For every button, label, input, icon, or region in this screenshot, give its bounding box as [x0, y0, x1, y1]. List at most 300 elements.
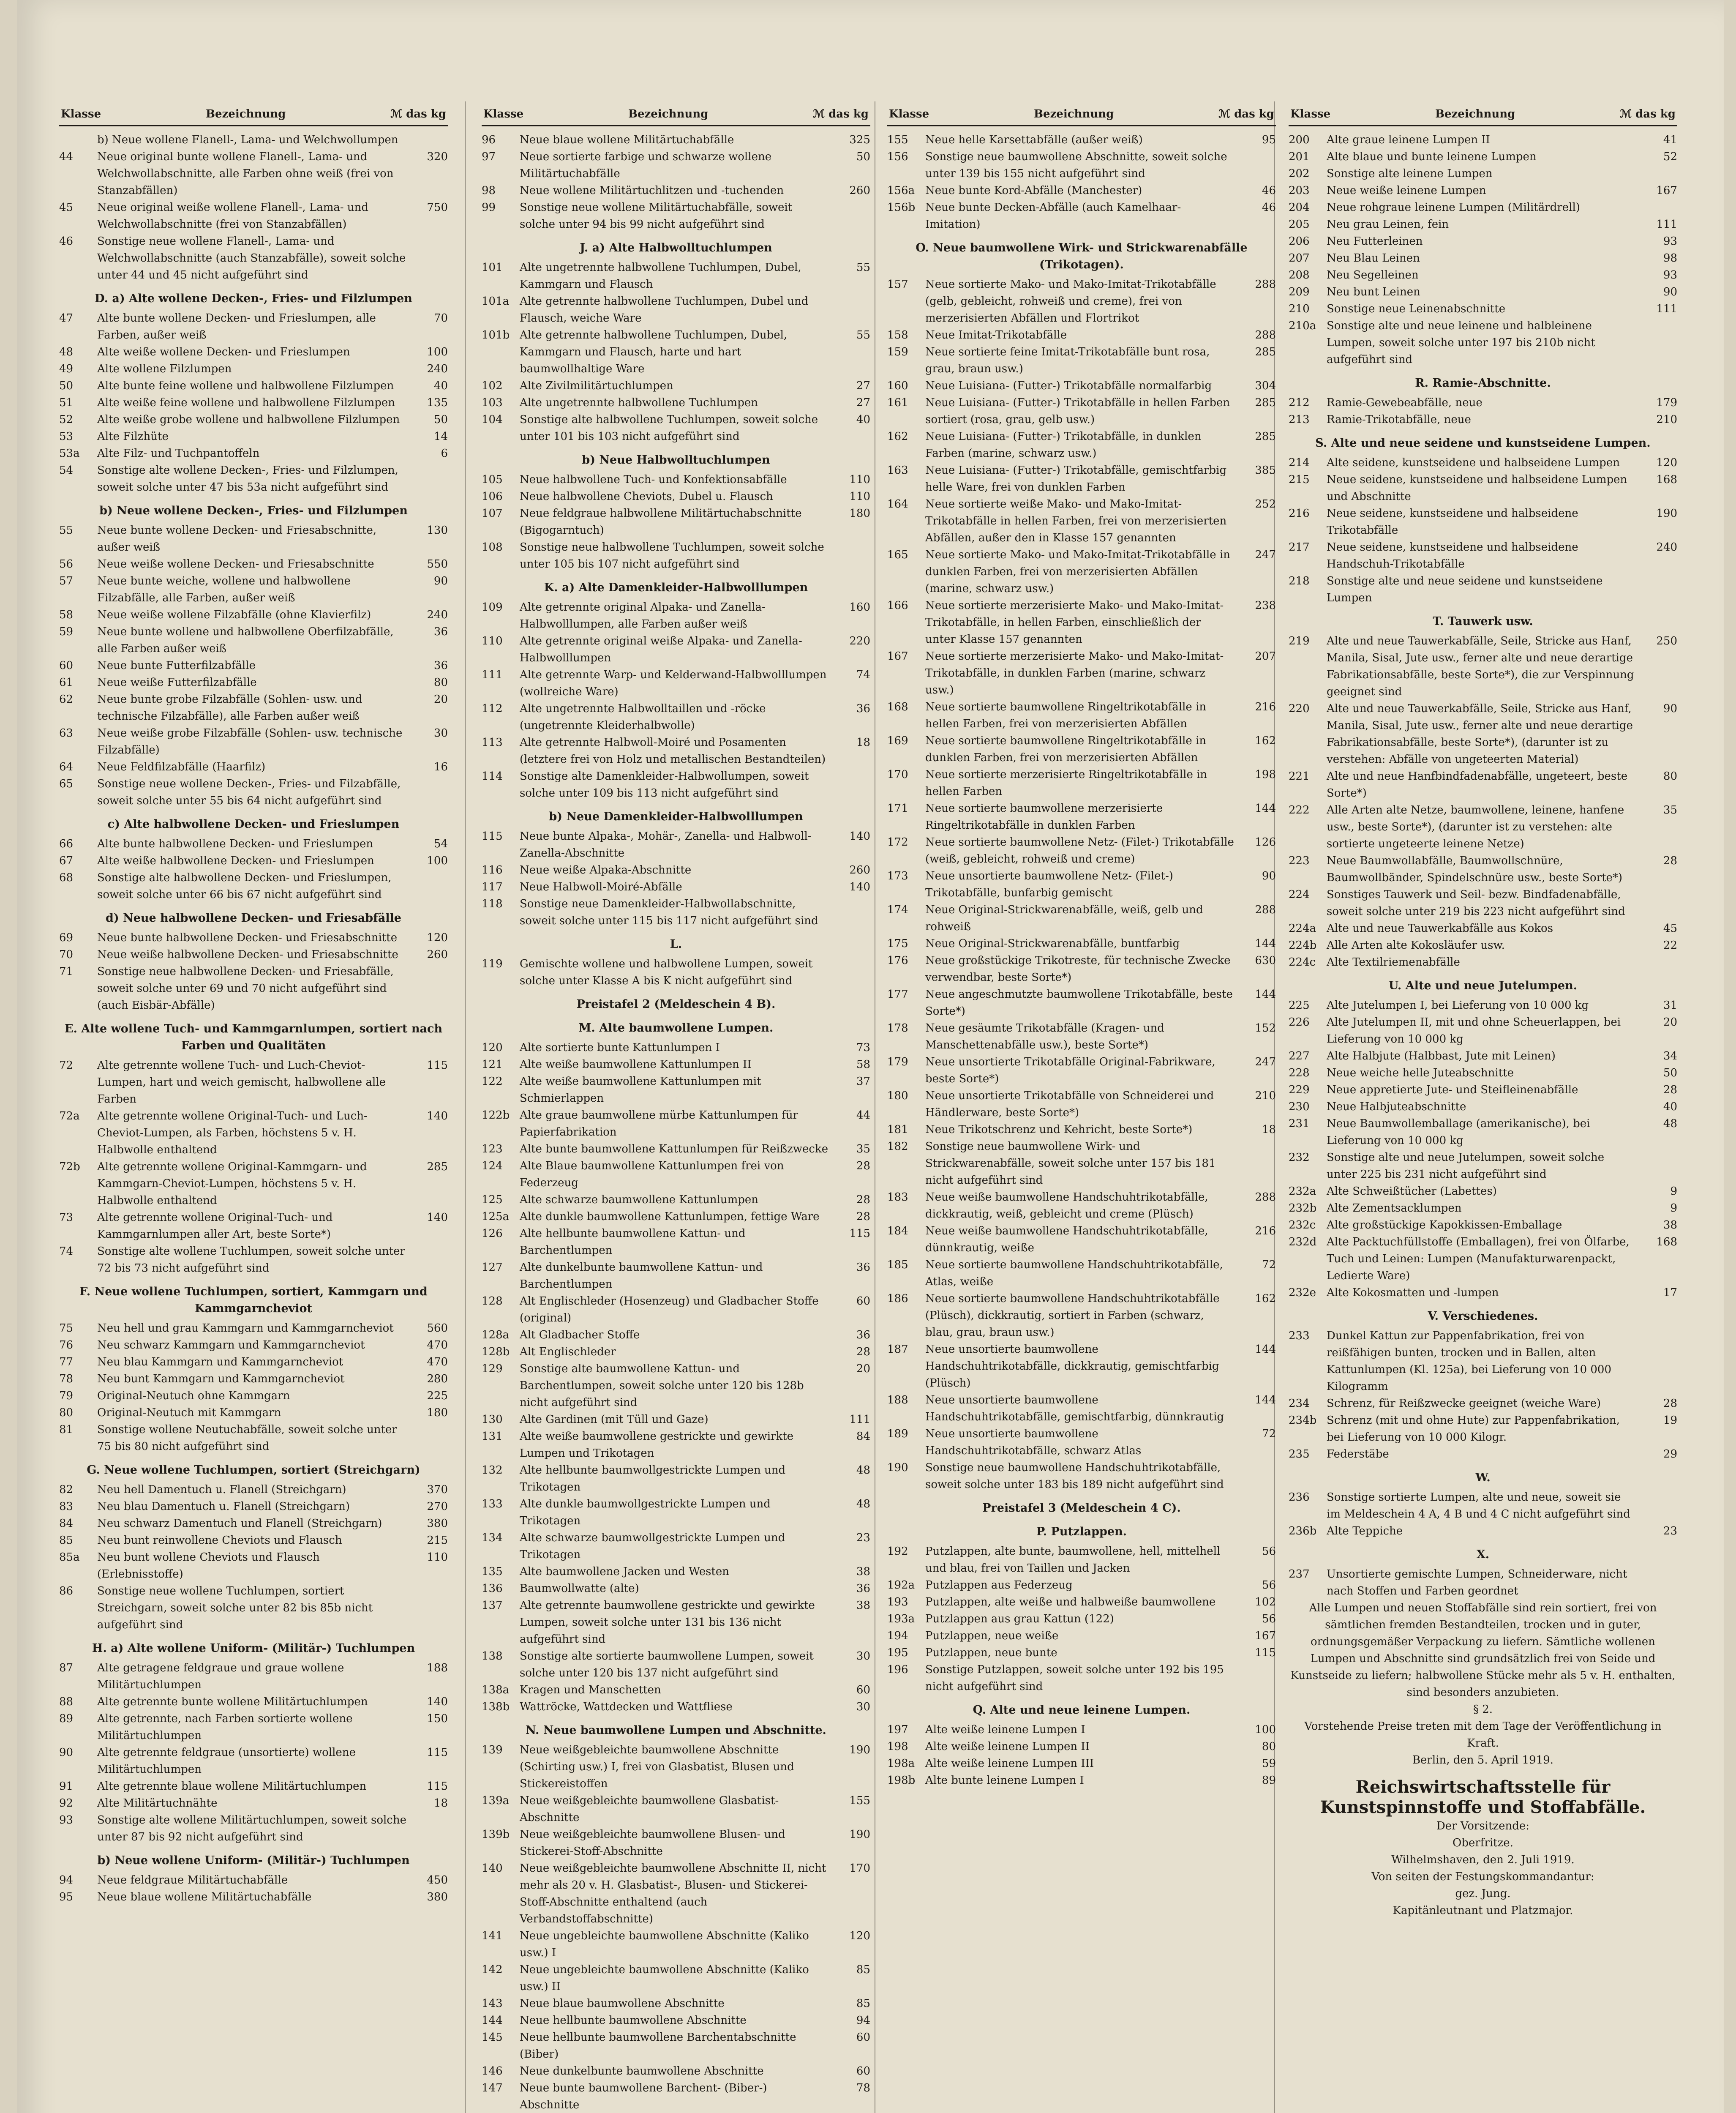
class-number: 137 [482, 1599, 503, 1612]
item-price: 85 [856, 1963, 870, 1976]
item-price: 115 [1255, 1646, 1276, 1659]
item-price: 89 [1262, 1774, 1276, 1787]
class-number: 101a [482, 295, 510, 308]
item-price: 72 [1262, 1428, 1276, 1440]
item-description: Neue wollene Militärtuchlitzen und -tuchenden [520, 184, 784, 197]
header-klasse: Klasse [889, 108, 929, 120]
item-price: 115 [427, 1780, 448, 1793]
item-price: 120 [427, 931, 448, 944]
price-row [1289, 394, 1677, 411]
item-price: 288 [1255, 278, 1276, 291]
class-number: 102 [482, 379, 503, 392]
item-price: 630 [1255, 954, 1276, 967]
class-number: 113 [482, 736, 503, 749]
price-row [59, 1158, 448, 1209]
class-number: 106 [482, 490, 503, 503]
section-title: F. Neue wollene Tuchlumpen, sortiert, Kammgarn und Kammgarncheviot [79, 1285, 428, 1315]
class-number: 86 [59, 1585, 74, 1597]
item-price: 288 [1255, 329, 1276, 341]
class-number: 195 [887, 1646, 908, 1659]
item-price: 180 [849, 507, 870, 520]
class-number: 198a [887, 1757, 915, 1770]
class-number: 72 [59, 1059, 74, 1072]
item-price: 94 [856, 2014, 870, 2027]
class-number: 117 [482, 881, 503, 893]
item-description: Sonstige alte halbwollene Decken- und Frieslumpen, soweit solche unter 66 bis 67 nicht aufgeführt sind [97, 871, 392, 901]
item-description: Neue weiße halbwollene Decken- und Friesabschnitte [97, 948, 398, 961]
class-number: 87 [59, 1662, 74, 1674]
price-row [887, 496, 1276, 546]
item-description: Neue weiße wollene Filzabfälle (ohne Klavierfilz) [97, 609, 371, 621]
class-number: 232 [1289, 1151, 1310, 1164]
price-row [59, 1387, 448, 1404]
item-price: 36 [856, 1329, 870, 1341]
price-row [482, 1927, 870, 1961]
class-number: 139 [482, 1744, 503, 1756]
price-row [887, 1644, 1276, 1661]
item-description: Alte Gardinen (mit Tüll und Gaze) [520, 1413, 709, 1426]
item-price: 60 [856, 1684, 870, 1696]
class-number: 219 [1289, 635, 1310, 647]
class-number: 179 [887, 1056, 908, 1068]
class-number: 164 [887, 498, 908, 511]
price-row [59, 657, 448, 674]
price-row [1289, 1523, 1677, 1540]
item-description: Neue feldgraue halbwollene Militärtuchabschnitte (Bigogarntuch) [520, 507, 802, 537]
item-description: Neue gesäumte Trikotabfälle (Kragen- und Manschettenabfälle usw.), beste Sorte*) [925, 1022, 1164, 1051]
price-row [1289, 267, 1677, 284]
item-price: 38 [856, 1599, 870, 1612]
item-description: Alte bunte halbwollene Decken- und Frieslumpen [97, 838, 373, 850]
price-row [59, 1108, 448, 1158]
item-price: 80 [1262, 1740, 1276, 1753]
item-description: Alte bunte wollene Decken- und Frieslumpen, alle Farben, außer weiß [97, 312, 376, 341]
price-row [1289, 454, 1677, 471]
price-row [887, 648, 1276, 699]
notice-text: § 2. [1473, 1703, 1493, 1716]
item-price: 225 [427, 1390, 448, 1402]
class-number: 158 [887, 329, 908, 341]
price-row [482, 1293, 870, 1327]
section-title: b) Neue Halbwolltuchlumpen [582, 453, 770, 467]
item-price: 167 [1255, 1630, 1276, 1642]
class-number: 163 [887, 464, 908, 477]
item-description: Neue sortierte Mako- und Mako-Imitat-Trikotabfälle (gelb, gebleicht, rohweiß und creme), frei von merzerisierten Abfällen und Flortrikot [925, 278, 1216, 325]
item-description: Sonstige alte wollene Tuchlumpen, soweit solche unter 72 bis 73 nicht aufgeführt sind [97, 1245, 405, 1275]
item-price: 247 [1255, 549, 1276, 561]
header-price: ℳ das kg [1218, 108, 1274, 120]
price-row [1289, 1098, 1677, 1115]
class-number: 48 [59, 346, 74, 358]
item-price: 40 [433, 379, 448, 392]
item-description: Neue Feldfilzabfälle (Haarfilz) [97, 761, 266, 773]
price-row [482, 1742, 870, 1792]
class-number: 231 [1289, 1117, 1310, 1130]
item-description: Neue weiße leinene Lumpen [1327, 184, 1486, 197]
item-price: 288 [1255, 1191, 1276, 1204]
price-row [887, 986, 1276, 1020]
item-description: Alte sortierte bunte Kattunlumpen I [520, 1041, 720, 1054]
item-description: Neue bunte halbwollene Decken- und Friesabschnitte [97, 931, 398, 944]
item-description: Alte großstückige Kapokkissen-Emballage [1327, 1219, 1562, 1231]
price-row [482, 505, 870, 539]
item-description: Alte getrennte, nach Farben sortierte wollene Militärtuchlumpen [97, 1712, 353, 1742]
item-description: Alte Packtuchfüllstoffe (Emballagen), frei von Ölfarbe, Tuch und Leinen: Lumpen (Manufakturwarenpackt, Ledierte Ware) [1327, 1236, 1630, 1282]
item-price: 72 [1262, 1259, 1276, 1271]
price-row [59, 1532, 448, 1549]
price-row [59, 1693, 448, 1710]
item-price: 152 [1255, 1022, 1276, 1035]
price-row [482, 1826, 870, 1860]
item-description: Neue bunte Alpaka-, Mohär-, Zanella- und Halbwoll-Zanella-Abschnitte [520, 830, 812, 860]
item-price: 90 [1262, 870, 1276, 882]
class-number: 193a [887, 1613, 915, 1625]
item-description: Neue Imitat-Trikotabfälle [925, 329, 1067, 341]
item-description: Sonstige neue wollene Tuchlumpen, sortiert Streichgarn, soweit solche unter 82 bis 85b nicht aufgeführt sind [97, 1585, 373, 1631]
item-price: 55 [856, 329, 870, 341]
item-price: 140 [427, 1110, 448, 1122]
class-number: 119 [482, 958, 503, 970]
class-number: 62 [59, 693, 74, 706]
class-number: 72b [59, 1160, 80, 1173]
item-description: Neue sortierte baumwollene merzerisierte Ringeltrikotabfälle in dunklen Farben [925, 802, 1163, 832]
item-description: Alte dunkle baumwollgestrickte Lumpen und Trikotagen [520, 1498, 771, 1527]
price-row [59, 1209, 448, 1243]
column-header [59, 106, 448, 126]
header-bezeichnung: Bezeichnung [1034, 108, 1114, 120]
item-price: 550 [427, 558, 448, 571]
price-row [1289, 471, 1677, 505]
class-number: 189 [887, 1428, 908, 1440]
item-price: 46 [1262, 201, 1276, 214]
price-row [59, 1795, 448, 1812]
item-description: Neue hellbunte baumwollene Barchentabschnitte (Biber) [520, 2031, 796, 2061]
item-description: Alte getragene feldgraue und graue wollene Militärtuchlumpen [97, 1662, 344, 1691]
price-row [59, 428, 448, 445]
item-description: Gemischte wollene und halbwollene Lumpen, soweit solche unter Klasse A bis K nicht aufgeführt sind [520, 958, 813, 987]
item-description: Neu schwarz Kammgarn und Kammgarncheviot [97, 1339, 365, 1351]
class-number: 136 [482, 1582, 503, 1595]
price-row [1289, 1489, 1677, 1523]
section-title: b) Neue Damenkleider-Halbwolllumpen [549, 810, 803, 823]
price-row [1289, 182, 1677, 199]
class-number: 221 [1289, 770, 1310, 783]
item-description: Neue sortierte merzerisierte Ringeltrikotabfälle in hellen Farben [925, 768, 1207, 798]
price-row [887, 732, 1276, 766]
item-description: Neue Original-Strickwarenabfälle, buntfarbig [925, 937, 1180, 950]
price-row [887, 1341, 1276, 1392]
price-row [59, 1481, 448, 1498]
price-row [1289, 1327, 1677, 1395]
item-description: Neue sortierte baumwollene Ringeltrikotabfälle in dunklen Farben, frei von merzerisierten Abfällen [925, 734, 1207, 764]
item-description: Neu Futterleinen [1327, 235, 1423, 248]
price-row [887, 131, 1276, 148]
item-price: 750 [427, 201, 448, 214]
item-description: Neue sortierte farbige und schwarze wollene Militärtuchabfälle [520, 150, 772, 180]
price-row [59, 556, 448, 573]
price-row [59, 131, 448, 148]
class-number: 96 [482, 134, 496, 146]
class-number: 65 [59, 778, 74, 790]
price-row [482, 1961, 870, 1995]
item-description: Sonstige neue wollene Decken-, Fries- und Filzabfälle, soweit solche unter 55 bis 64 nicht aufgeführt sind [97, 778, 401, 807]
item-description: Alte weiße grobe wollene und halbwollene Filzlumpen [97, 413, 400, 426]
item-price: 100 [1255, 1723, 1276, 1736]
price-row [887, 952, 1276, 986]
section-title: Preistafel 2 (Meldeschein 4 B). [576, 998, 776, 1011]
item-price: 188 [427, 1662, 448, 1674]
class-number: 224b [1289, 939, 1317, 952]
price-row [1289, 1566, 1677, 1600]
class-number: 58 [59, 609, 74, 621]
price-row [59, 394, 448, 411]
item-description: Neue sortierte feine Imitat-Trikotabfälle bunt rosa, grau, braun usw.) [925, 346, 1210, 375]
price-column-4 [1289, 106, 1677, 2113]
item-description: Neue bunte Kord-Abfälle (Manchester) [925, 184, 1142, 197]
class-number: 194 [887, 1630, 908, 1642]
price-row [887, 1290, 1276, 1341]
item-price: 22 [1663, 939, 1677, 952]
item-description: Neue original weiße wollene Flanell-, Lama- und Welchwollabschnitte (frei von Stanzabfällen) [97, 201, 369, 231]
section-title: H. a) Alte wollene Uniform- (Militär-) Tuchlumpen [92, 1642, 415, 1655]
section-title: E. Alte wollene Tuch- und Kammgarnlumpen, sortiert nach Farben und Qualitäten [64, 1022, 443, 1052]
section-title: K. a) Alte Damenkleider-Halbwolllumpen [544, 581, 808, 594]
class-number: 204 [1289, 201, 1310, 214]
item-price: 140 [849, 881, 870, 893]
class-number: 193 [887, 1596, 908, 1608]
class-number: 218 [1289, 575, 1310, 587]
class-number: 181 [887, 1123, 908, 1136]
price-row [1289, 1284, 1677, 1301]
price-row [59, 377, 448, 394]
item-description: Alte weiße baumwollene gestrickte und gewirkte Lumpen und Trikotagen [520, 1430, 794, 1460]
item-price: 9 [1670, 1185, 1677, 1198]
class-number: 229 [1289, 1084, 1310, 1096]
class-number: 155 [887, 134, 908, 146]
price-row [59, 1872, 448, 1889]
item-price: 46 [1262, 184, 1276, 197]
class-number: 112 [482, 702, 503, 715]
price-row [482, 1208, 870, 1225]
section-title: D. a) Alte wollene Decken-, Fries- und Filzlumpen [95, 292, 412, 305]
class-number: 140 [482, 1862, 503, 1875]
notice-text: Kapitänleutnant und Platzmajor. [1393, 1904, 1573, 1917]
item-price: 240 [427, 363, 448, 375]
item-description: Neu schwarz Damentuch und Flanell (Streichgarn) [97, 1517, 382, 1530]
item-description: Alte weiße feine wollene und halbwollene Filzlumpen [97, 396, 395, 409]
item-price: 385 [1255, 464, 1276, 477]
price-row [887, 1577, 1276, 1594]
item-description: Alte getrennte halbwollene Tuchlumpen, Dubel und Flausch, weiche Ware [520, 295, 809, 325]
class-number: 157 [887, 278, 908, 291]
price-row [482, 411, 870, 445]
item-price: 30 [856, 1650, 870, 1663]
price-row [1289, 233, 1677, 250]
class-number: 76 [59, 1339, 74, 1351]
item-price: 120 [849, 1930, 870, 1942]
item-price: 130 [427, 524, 448, 537]
price-row [1289, 700, 1677, 768]
item-price: 170 [849, 1862, 870, 1875]
class-number: 220 [1289, 702, 1310, 715]
item-description: Baumwollwatte (alte) [520, 1582, 639, 1595]
item-price: 23 [856, 1532, 870, 1544]
item-description: Alte hellbunte baumwollene Kattun- und Barchentlumpen [520, 1227, 746, 1257]
class-number: 142 [482, 1963, 503, 1976]
item-price: 90 [1663, 286, 1677, 298]
class-number: 125 [482, 1193, 503, 1206]
item-price: 190 [849, 1744, 870, 1756]
header-bezeichnung: Bezeichnung [1435, 108, 1515, 120]
item-price: 210 [1255, 1089, 1276, 1102]
class-number: 230 [1289, 1100, 1310, 1113]
class-number: 125a [482, 1210, 510, 1223]
price-row [482, 377, 870, 394]
item-description: Neue halbwollene Cheviots, Dubel u. Flausch [520, 490, 773, 503]
section-title: W. [1475, 1471, 1491, 1484]
item-price: 285 [1255, 396, 1276, 409]
price-row [887, 1425, 1276, 1459]
item-description: Neue blaue wollene Militärtuchabfälle [97, 1891, 312, 1903]
price-row [1289, 802, 1677, 852]
class-number: 183 [887, 1191, 908, 1204]
price-row [482, 895, 870, 929]
price-row [887, 1256, 1276, 1290]
item-description: Neue halbwollene Tuch- und Konfektionsabfälle [520, 473, 787, 486]
price-row [1289, 1412, 1677, 1446]
item-description: Alte dunkle baumwollene Kattunlumpen, fettige Ware [520, 1210, 820, 1223]
price-row [887, 462, 1276, 496]
item-description: Alte bunte leinene Lumpen I [925, 1774, 1084, 1787]
section-title: d) Neue halbwollene Decken- und Friesabfälle [106, 912, 401, 925]
class-number: 216 [1289, 507, 1310, 520]
item-price: 140 [427, 1695, 448, 1708]
price-row [1289, 1217, 1677, 1234]
item-description: Neu hell Damentuch u. Flanell (Streichgarn) [97, 1483, 346, 1496]
price-row [59, 1370, 448, 1387]
item-price: 55 [856, 261, 870, 274]
price-row [887, 1392, 1276, 1425]
column-header [1289, 106, 1677, 126]
price-row [887, 1661, 1276, 1695]
item-price: 48 [1663, 1117, 1677, 1130]
price-row [482, 182, 870, 199]
class-number: 226 [1289, 1016, 1310, 1029]
price-row [887, 800, 1276, 834]
price-row [59, 445, 448, 462]
price-row [482, 2029, 870, 2063]
item-description: Neue sortierte weiße Mako- und Mako-Imitat-Trikotabfälle in hellen Farben, frei von merzerisierten Abfällen, außer den in Klasse 157 genannten [925, 498, 1227, 544]
price-row [482, 633, 870, 666]
section-title: P. Putzlappen. [1036, 1525, 1127, 1538]
price-row [482, 1597, 870, 1648]
class-number: 121 [482, 1058, 503, 1071]
item-price: 238 [1255, 599, 1276, 612]
price-row [887, 1121, 1276, 1138]
price-row [482, 1682, 870, 1698]
item-description: Alte Teppiche [1327, 1525, 1403, 1537]
item-price: 150 [427, 1712, 448, 1725]
price-row [482, 148, 870, 182]
class-number: 134 [482, 1532, 503, 1544]
class-number: 51 [59, 396, 74, 409]
price-row [59, 1057, 448, 1108]
item-price: 54 [433, 838, 448, 850]
item-description: Neue weißgebleichte baumwollene Abschnitte (Schirting usw.) I, frei von Glasbatist, Blusen und Stickereistoffen [520, 1744, 794, 1790]
item-price: 58 [856, 1058, 870, 1071]
item-price: 260 [427, 948, 448, 961]
price-row [1289, 1014, 1677, 1048]
class-number: 197 [887, 1723, 908, 1736]
item-description: Alte wollene Filzlumpen [97, 363, 232, 375]
item-description: Neue unsortierte baumwollene Handschuhtrikotabfälle, schwarz Atlas [925, 1428, 1142, 1457]
item-description: Neue appretierte Jute- und Steifleinenabfälle [1327, 1084, 1578, 1096]
item-description: Sonstige alte wollene Militärtuchlumpen, soweit solche unter 87 bis 92 nicht aufgeführt sind [97, 1814, 406, 1843]
item-price: 470 [427, 1356, 448, 1368]
price-row [887, 1721, 1276, 1738]
item-price: 111 [849, 1413, 870, 1426]
item-price: 144 [1255, 988, 1276, 1001]
price-row [59, 1404, 448, 1421]
class-number: 126 [482, 1227, 503, 1240]
price-row [482, 1225, 870, 1259]
class-number: 169 [887, 734, 908, 747]
price-row [887, 148, 1276, 182]
item-price: 60 [856, 1295, 870, 1308]
item-description: Neue unsortierte baumwollene Handschuhtrikotabfälle, dickkrautig, gemischtfarbig (Plüsch) [925, 1343, 1219, 1390]
item-description: Sonstige Putzlappen, soweit solche unter 192 bis 195 nicht aufgeführt sind [925, 1663, 1224, 1693]
class-number: 130 [482, 1413, 503, 1426]
class-number: 222 [1289, 804, 1310, 816]
price-row [1289, 1200, 1677, 1217]
class-number: 217 [1289, 541, 1310, 554]
price-row [59, 1583, 448, 1633]
price-row [887, 597, 1276, 648]
item-price: 28 [856, 1346, 870, 1358]
class-number: 224c [1289, 956, 1316, 969]
item-price: 179 [1656, 396, 1677, 409]
class-number: 236 [1289, 1491, 1310, 1504]
price-row [59, 606, 448, 623]
price-row [1289, 131, 1677, 148]
item-price: 9 [1670, 1202, 1677, 1215]
class-number: 207 [1289, 252, 1310, 265]
section-title: N. Neue baumwollene Lumpen und Abschnitte. [526, 1724, 826, 1737]
price-row [59, 1243, 448, 1277]
price-row [59, 674, 448, 691]
item-price: 98 [1663, 252, 1677, 265]
class-number: 213 [1289, 413, 1310, 426]
class-number: 55 [59, 524, 74, 537]
class-number: 178 [887, 1022, 908, 1035]
item-description: Alte getrennte baumwollene gestrickte und gewirkte Lumpen, soweit solche unter 131 bis 136 nicht aufgeführt sind [520, 1599, 815, 1646]
class-number: 141 [482, 1930, 503, 1942]
price-row [59, 1889, 448, 1906]
class-number: 45 [59, 201, 74, 214]
class-number: 156 [887, 150, 908, 163]
price-row [1289, 199, 1677, 216]
price-row [887, 1054, 1276, 1087]
class-number: 128b [482, 1346, 510, 1358]
item-description: Sonstige neue baumwollene Handschuhtrikotabfälle, soweit solche unter 183 bis 189 nicht aufgeführt sind [925, 1461, 1224, 1491]
price-row [482, 1343, 870, 1360]
class-number: 176 [887, 954, 908, 967]
class-number: 72a [59, 1110, 80, 1122]
class-number: 129 [482, 1362, 503, 1375]
item-price: 215 [427, 1534, 448, 1547]
column-divider [465, 101, 466, 2113]
price-row [59, 1549, 448, 1583]
